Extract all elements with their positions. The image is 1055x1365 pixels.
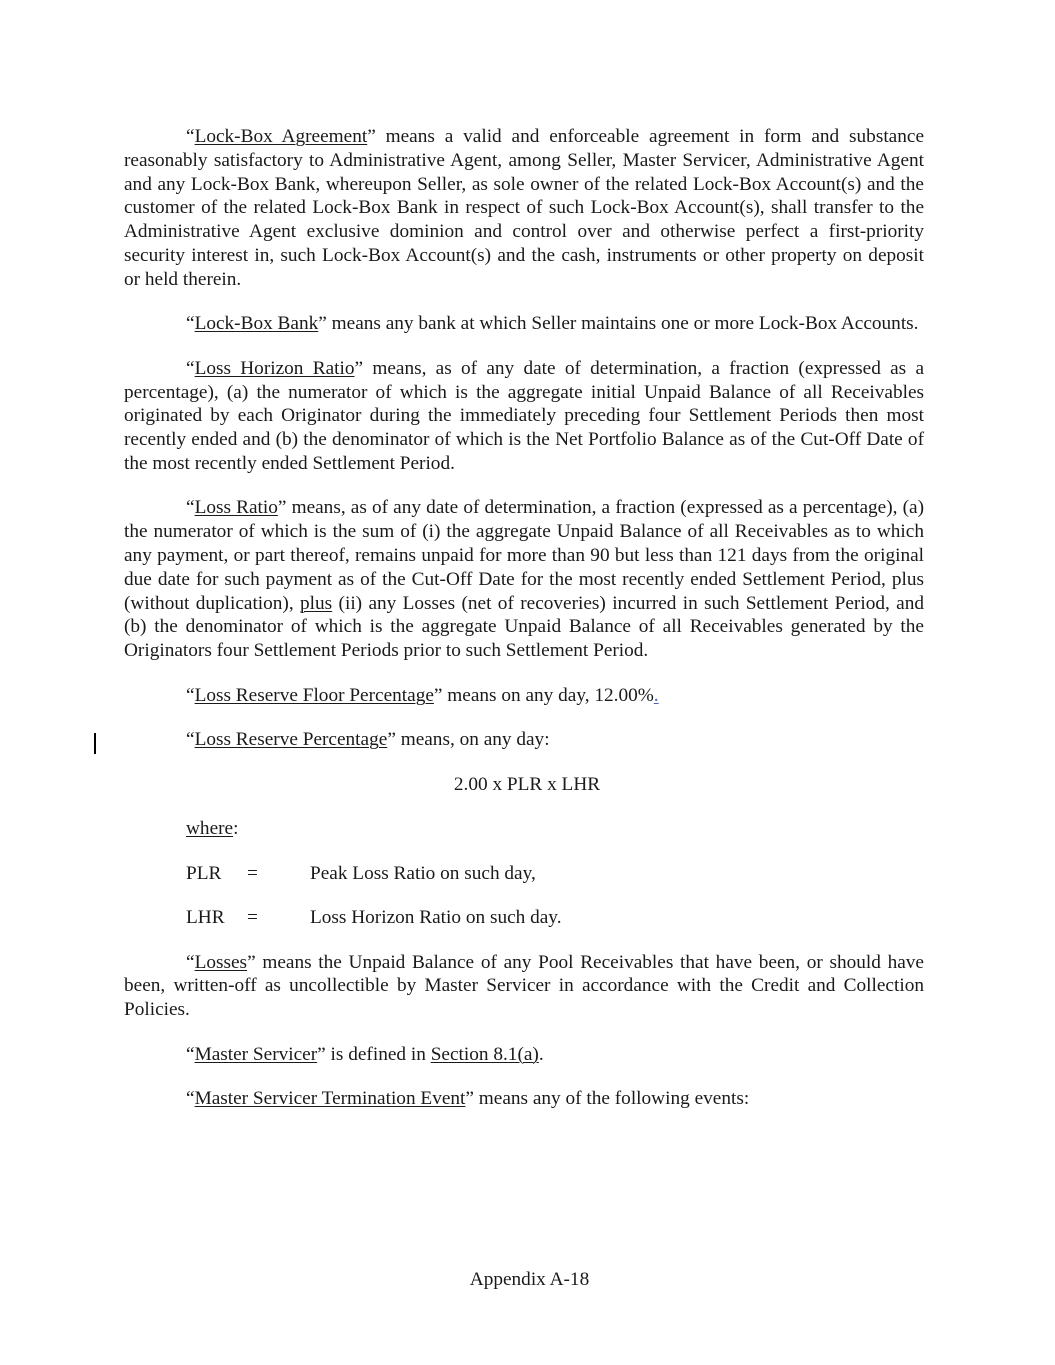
variable-symbol: LHR (186, 907, 225, 929)
definition-loss-horizon-ratio (124, 357, 924, 476)
defined-term: Master Servicer (194, 1043, 318, 1065)
revision-insert-mark: . (653, 684, 659, 706)
definition-losses (124, 951, 924, 1022)
open-quote: “ (186, 357, 195, 379)
variable-meaning: Peak Loss Ratio on such day, (310, 862, 536, 884)
variable-meaning: Loss Horizon Ratio on such day. (310, 907, 562, 929)
where-word: where (186, 818, 234, 840)
open-quote: “ (186, 951, 195, 973)
open-quote: “ (186, 1088, 195, 1110)
section-reference: Section 8.1(a) (430, 1043, 539, 1065)
equals-sign: = (247, 862, 258, 884)
definition-lockbox-bank (124, 312, 924, 336)
defined-term: Loss Reserve Percentage (194, 729, 388, 751)
defined-term: Lock-Box Agreement (194, 126, 368, 147)
open-quote: “ (186, 1043, 195, 1065)
loss-reserve-formula: 2.00 x PLR x LHR (453, 773, 601, 795)
equals-sign: = (247, 907, 258, 929)
definition-loss-reserve-percentage (124, 728, 924, 752)
open-quote: “ (186, 497, 195, 519)
period: . (538, 1043, 544, 1065)
where-label (186, 817, 924, 841)
definition-text: ” means, on any day: (387, 729, 550, 751)
definition-text: ” means, as of any date of determination, a fraction (expressed as a percentage), (a) the numerator of which is the aggregate initial Unpaid Balance of all Receivables originated by each Originator during the immediately preceding four Settlement Periods then most recently ended and (b) the denominator of which is the Net Portfolio Balance as of the Cut-Off Date of the most recently ended Settlement Period. (124, 357, 925, 474)
defined-term: Losses (194, 951, 248, 973)
defined-term: Lock-Box Bank (194, 313, 319, 335)
definition-text-continued: (ii) any Losses (net of recoveries) incurred in such Settlement Period, and (b) the denominator of which is the aggregate Unpaid Balance of all Receivables generated by the Originators four Settlement Periods prior to such Settlement Period. (124, 592, 924, 662)
open-quote: “ (186, 313, 195, 335)
open-quote: “ (186, 126, 195, 147)
definition-text: ” means on any day, 12.00% (433, 684, 654, 706)
defined-term: Loss Reserve Floor Percentage (194, 684, 434, 706)
defined-term: Master Servicer Termination Event (194, 1088, 466, 1110)
open-quote: “ (186, 729, 195, 751)
definition-loss-ratio (124, 496, 924, 663)
where-colon: : (233, 818, 239, 840)
definition-loss-reserve-floor-percentage (124, 684, 924, 708)
open-quote: “ (186, 684, 195, 706)
definition-master-servicer (124, 1043, 924, 1067)
definition-text: ” means the Unpaid Balance of any Pool Receivables that have been, or should have been, written-off as uncollectible by Master Servicer in accordance with the Credit and Collection Policies. (124, 951, 924, 1021)
definition-text: ” means, as of any date of determination, a fraction (expressed as a percentage), (a) the numerator of which is the sum of (i) the aggregate Unpaid Balance of all Receivables as to which any payment, or part thereof, remains unpaid for more than 90 but less than 121 days from the original due date for such payment as of the Cut-Off Date for the most recently ended Settlement Period, plus (without duplication), (124, 497, 924, 614)
definition-master-servicer-termination-event (124, 1087, 924, 1111)
document-page (124, 125, 924, 1132)
plus-emphasis: plus (300, 592, 333, 614)
page-footer: Appendix A-18 (469, 1269, 590, 1290)
revision-change-bar (94, 733, 96, 754)
variable-symbol: PLR (186, 862, 222, 884)
definition-text: ” means a valid and enforceable agreement in form and substance reasonably satisfactory to Administrative Agent, among Seller, Master Servicer, Administrative Agent and any Lock-Box Bank, whereupon Seller, as sole owner of the related Lock-Box Account(s) and the customer of the related Lock-Box Bank in respect of such Lock-Box Account(s), shall transfer to the Administrative Agent exclusive dominion and control over and otherwise perfect a first-priority security interest in, such Lock-Box Account(s) and the cash, instruments or other property on deposit or held therein. (124, 126, 925, 290)
definition-text: ” means any bank at which Seller maintains one or more Lock-Box Accounts. (318, 313, 919, 335)
variable-definition-lhr (186, 906, 924, 930)
defined-term: Loss Horizon Ratio (194, 357, 355, 379)
defined-term: Loss Ratio (194, 497, 278, 519)
definition-text: ” means any of the following events: (465, 1088, 750, 1110)
definition-lockbox-agreement (124, 125, 924, 292)
variable-definition-plr (186, 862, 924, 886)
definition-text: ” is defined in (317, 1043, 431, 1065)
